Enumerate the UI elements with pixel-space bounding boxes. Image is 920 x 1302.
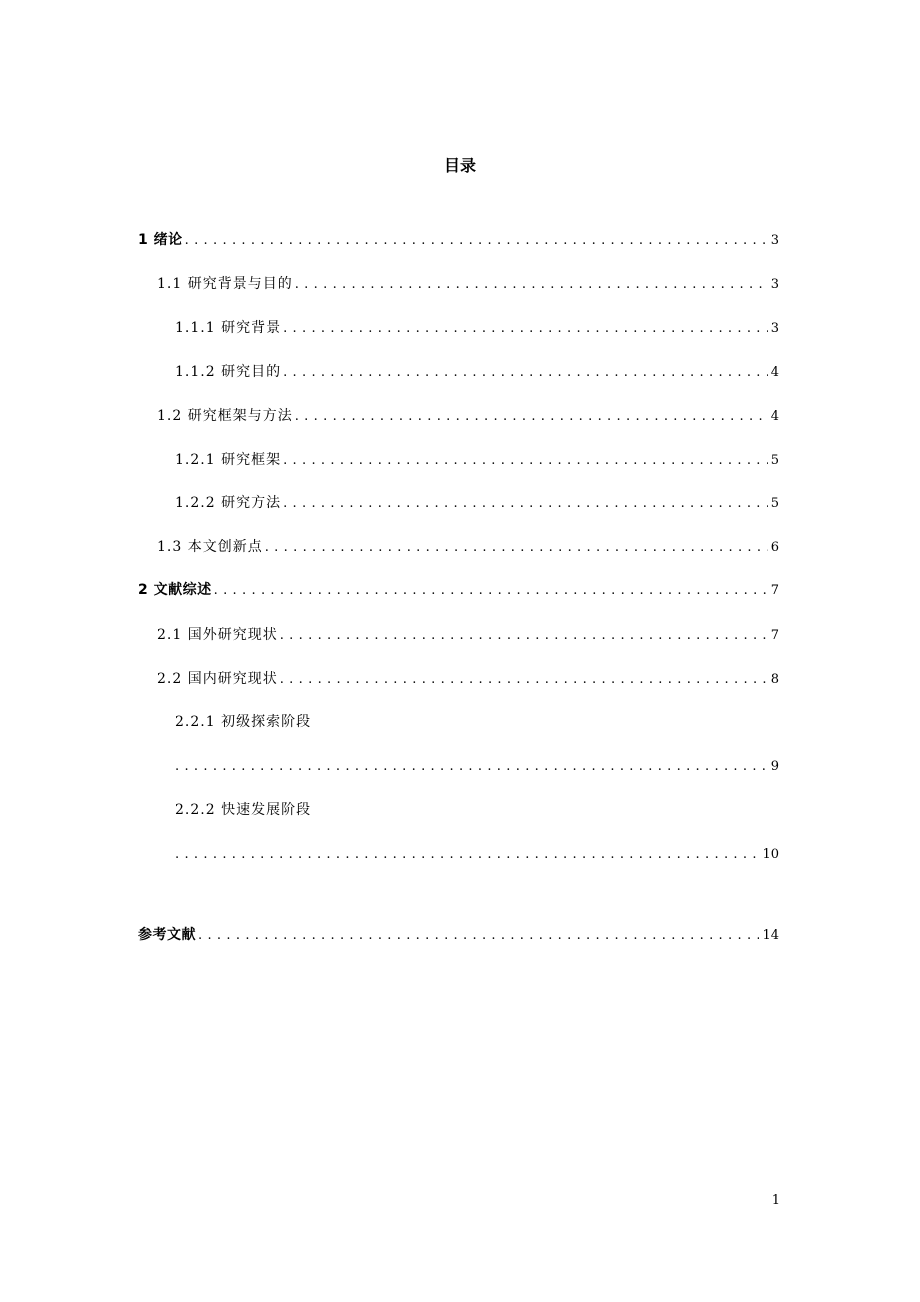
toc-entry-label: 1.1 研究背景与目的 bbox=[157, 276, 293, 292]
dot-leader bbox=[185, 231, 768, 251]
toc-entry-page: 7 bbox=[770, 628, 779, 643]
toc-entry[interactable] bbox=[157, 406, 779, 426]
toc-entry[interactable] bbox=[138, 925, 779, 945]
toc-entry-page: 8 bbox=[770, 672, 779, 687]
dot-leader bbox=[265, 538, 768, 558]
toc-entry[interactable] bbox=[157, 625, 779, 645]
dot-leader bbox=[280, 670, 768, 690]
dot-leader bbox=[175, 757, 768, 777]
toc-entry[interactable] bbox=[157, 537, 779, 557]
toc-entry-label: 2 文献综述 bbox=[138, 582, 212, 598]
toc-entry[interactable] bbox=[175, 845, 779, 865]
toc-entry-page: 4 bbox=[770, 365, 779, 380]
toc-entry[interactable] bbox=[175, 757, 779, 777]
dot-leader bbox=[175, 845, 759, 865]
dot-leader bbox=[283, 319, 768, 339]
dot-leader bbox=[280, 626, 768, 646]
toc-entry-page: 7 bbox=[770, 583, 779, 598]
toc-entry-page: 5 bbox=[770, 453, 779, 468]
toc-entry-label: 1.2 研究框架与方法 bbox=[157, 408, 293, 424]
toc-entry-label: 1.3 本文创新点 bbox=[157, 539, 263, 555]
toc-entry[interactable] bbox=[175, 318, 779, 338]
toc-entry-label[interactable]: 2.2.1 初级探索阶段 bbox=[175, 714, 312, 730]
toc-entry-page: 14 bbox=[762, 928, 779, 943]
dot-leader bbox=[283, 451, 768, 471]
toc-entry-label: 2.2 国内研究现状 bbox=[157, 671, 278, 687]
toc-entry[interactable] bbox=[175, 450, 779, 470]
toc-title: 目录 bbox=[443, 156, 476, 175]
dot-leader bbox=[283, 363, 768, 383]
toc-entry[interactable] bbox=[138, 230, 779, 250]
toc-entry-page: 3 bbox=[770, 277, 779, 292]
toc-entry-label: 2.1 国外研究现状 bbox=[157, 627, 278, 643]
toc-entry[interactable] bbox=[138, 580, 779, 600]
toc-entry[interactable] bbox=[175, 362, 779, 382]
toc-entry-page: 5 bbox=[770, 496, 779, 511]
dot-leader bbox=[198, 926, 759, 946]
toc-entry-label: 1.1.2 研究目的 bbox=[175, 364, 282, 380]
dot-leader bbox=[295, 407, 768, 427]
toc-entry-page: 3 bbox=[770, 233, 779, 248]
toc-entry-label: 1.2.2 研究方法 bbox=[175, 495, 282, 511]
toc-entry-label: 参考文献 bbox=[138, 927, 196, 943]
toc-entry[interactable] bbox=[157, 274, 779, 294]
page-number: 1 bbox=[771, 1193, 780, 1208]
toc-entry-label: 1.1.1 研究背景 bbox=[175, 320, 282, 336]
toc-entry[interactable] bbox=[157, 669, 779, 689]
toc-entry[interactable] bbox=[175, 493, 779, 513]
toc-entry-page: 4 bbox=[770, 409, 779, 424]
dot-leader bbox=[283, 494, 768, 514]
toc-entry-label: 1 绪论 bbox=[138, 232, 183, 248]
dot-leader bbox=[214, 581, 768, 601]
toc-entry-page: 6 bbox=[770, 540, 779, 555]
toc-entry-page: 9 bbox=[770, 759, 779, 774]
dot-leader bbox=[295, 275, 768, 295]
toc-entry-page: 10 bbox=[762, 847, 779, 862]
toc-entry-label[interactable]: 2.2.2 快速发展阶段 bbox=[175, 802, 312, 818]
toc-entry-page: 3 bbox=[770, 321, 779, 336]
toc-entry-label: 1.2.1 研究框架 bbox=[175, 452, 282, 468]
